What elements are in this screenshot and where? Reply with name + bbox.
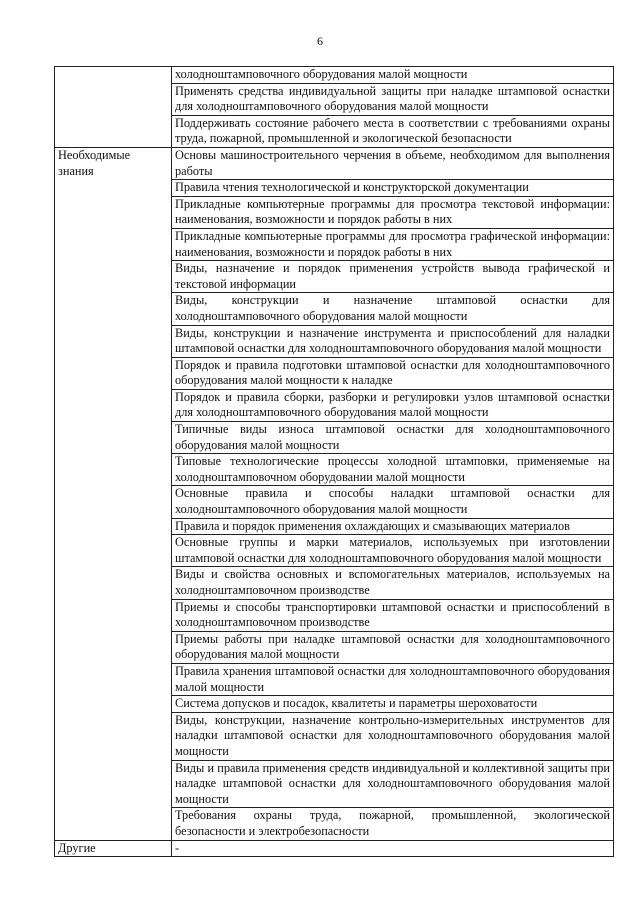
requirement-item: Поддерживать состояние рабочего места в соответствии с требованиями охраны труда, пожарной, промышленной и экологической безопасности xyxy=(172,115,614,147)
requirement-item: Прикладные компьютерные программы для просмотра текстовой информации: наименования, возможности и порядок работы в них xyxy=(172,196,614,228)
requirement-item: Порядок и правила подготовки штамповой оснастки для холодноштамповочного оборудования малой мощности к наладке xyxy=(172,357,614,389)
requirement-item: Виды и свойства основных и вспомогательных материалов, используемых на холодноштамповочном производстве xyxy=(172,567,614,599)
table-row xyxy=(55,67,614,84)
requirement-item: Приемы работы при наладке штамповой оснастки для холодноштамповочного оборудования малой мощности xyxy=(172,631,614,663)
requirement-item: - xyxy=(172,840,614,857)
section-label: Другие xyxy=(58,840,96,855)
requirement-item: Типовые технологические процессы холодной штамповки, применяемые на холодноштамповочном оборудовании малой мощности xyxy=(172,454,614,486)
requirement-item: Типичные виды износа штамповой оснастки для холодноштамповочного оборудования малой мощности xyxy=(172,422,614,454)
table-row xyxy=(55,147,614,179)
requirement-item: Правила хранения штамповой оснастки для холодноштамповочного оборудования малой мощности xyxy=(172,663,614,695)
requirements-table xyxy=(54,66,614,857)
requirement-item: Порядок и правила сборки, разборки и регулировки узлов штамповой оснастки для холодноштамповочного оборудования малой мощности xyxy=(172,389,614,421)
requirement-item: Виды, конструкции, назначение контрольно-измерительных инструментов для наладки штамповой оснастки для холодноштамповочного оборудования малой мощности xyxy=(172,712,614,760)
requirement-item: Виды, конструкции и назначение штамповой оснастки для холодноштамповочного оборудования малой мощности xyxy=(172,293,614,325)
requirement-item: Применять средства индивидуальной защиты при наладке штамповой оснастки для холодноштамповочного оборудования малой мощности xyxy=(172,83,614,115)
requirement-item: холодноштамповочного оборудования малой мощности xyxy=(172,67,614,84)
section-label: Необходимые знания xyxy=(58,147,131,178)
section-label-cell xyxy=(55,840,172,857)
requirement-item: Прикладные компьютерные программы для просмотра графической информации: наименования, возможности и порядок работы в них xyxy=(172,228,614,260)
section-label-cell xyxy=(55,147,172,840)
requirement-item: Требования охраны труда, пожарной, промышленной, экологической безопасности и электробезопасности xyxy=(172,808,614,840)
requirement-item: Основные группы и марки материалов, используемых при изготовлении штамповой оснастки для холодноштамповочного оборудования малой мощности xyxy=(172,535,614,567)
section-label-cell xyxy=(55,67,172,148)
requirement-item: Виды, конструкции и назначение инструмента и приспособлений для наладки штамповой оснастки для холодноштамповочного оборудования малой мощности xyxy=(172,325,614,357)
requirement-item: Приемы и способы транспортировки штамповой оснастки и приспособлений в холодноштамповочном производстве xyxy=(172,599,614,631)
page-number: 6 xyxy=(317,34,323,48)
requirement-item: Виды и правила применения средств индивидуальной и коллективной защиты при наладке штамповой оснастки для холодноштамповочного оборудования малой мощности xyxy=(172,760,614,808)
requirement-item: Система допусков и посадок, квалитеты и параметры шероховатости xyxy=(172,696,614,713)
requirement-item: Виды, назначение и порядок применения устройств вывода графической и текстовой информации xyxy=(172,261,614,293)
requirement-item: Правила и порядок применения охлаждающих и смазывающих материалов xyxy=(172,518,614,535)
requirement-item: Основы машиностроительного черчения в объеме, необходимом для выполнения работы xyxy=(172,147,614,179)
requirement-item: Основные правила и способы наладки штамповой оснастки для холодноштамповочного оборудования малой мощности xyxy=(172,486,614,518)
requirement-item: Правила чтения технологической и конструкторской документации xyxy=(172,180,614,197)
table-row xyxy=(55,840,614,857)
